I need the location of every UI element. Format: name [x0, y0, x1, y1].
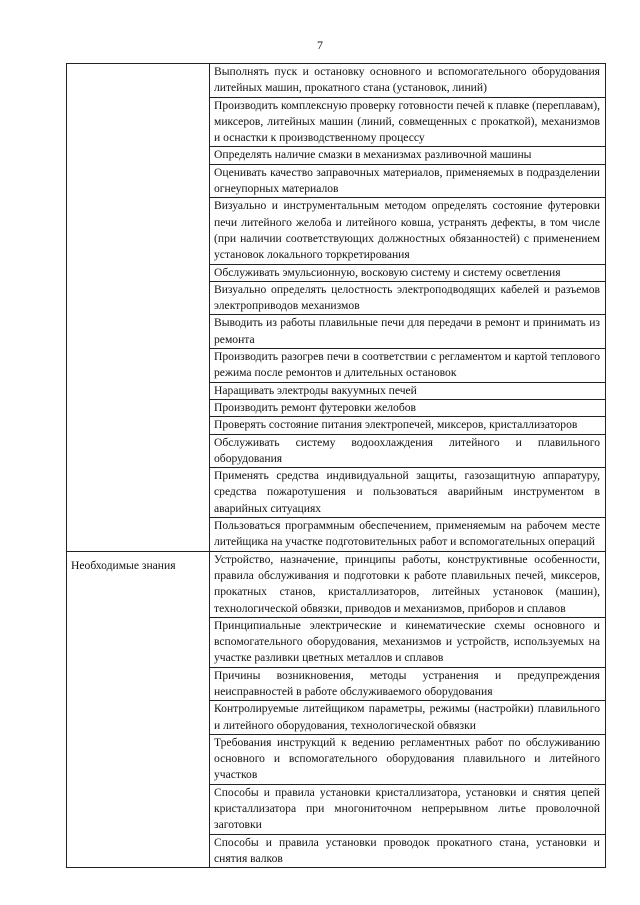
section-label	[67, 64, 210, 552]
requirement-item: Производить ремонт футеровки желобов	[210, 400, 605, 417]
requirement-item: Наращивать электроды вакуумных печей	[210, 383, 605, 400]
page-number: 7	[317, 38, 323, 52]
requirement-item: Визуально определять целостность электроподводящих кабелей и разъемов электроприводов механизмов	[210, 282, 605, 316]
requirement-item: Производить комплексную проверку готовности печей к плавке (переплавам), миксеров, литейных машин (линий, совмещенных с прокаткой), механизмов и оснастки к производственному процессу	[210, 98, 605, 148]
requirement-item: Причины возникновения, методы устранения и предупреждения неисправностей в работе обслуживаемого оборудования	[210, 668, 605, 702]
requirement-item: Применять средства индивидуальной защиты, газозащитную аппаратуру, средства пожаротушения и пользоваться аварийным инструментом в аварийных ситуациях	[210, 468, 605, 518]
requirement-item: Оценивать качество заправочных материалов, применяемых в подразделении огнеупорных материалов	[210, 165, 605, 199]
section-items	[210, 64, 606, 552]
section-items	[210, 551, 606, 868]
requirement-item: Визуально и инструментальным методом определять состояние футеровки печи литейного желоба и литейного ковша, устранять дефекты, в том числе (при наличии соответствующих должностных обязанностей) с применением установок локального торкретирования	[210, 198, 605, 264]
requirement-item: Способы и правила установки проводок прокатного стана, установки и снятия валков	[214, 835, 600, 865]
requirement-item: Выводить из работы плавильные печи для передачи в ремонт и принимать из ремонта	[210, 315, 605, 349]
requirement-item: Контролируемые литейщиком параметры, режимы (настройки) плавильного и литейного оборудования, технологической обвязки	[210, 701, 605, 735]
requirement-item: Устройство, назначение, принципы работы, конструктивные особенности, правила обслуживания и подготовки к работе плавильных печей, миксеров, прокатных станов, кристаллизаторов, литейных установок (машин), технологической обвязки, приводов и механизмов, приборов и сплавов	[210, 552, 605, 618]
requirement-item: Обслуживать систему водоохлаждения литейного и плавильного оборудования	[210, 435, 605, 469]
competency-table	[66, 63, 606, 868]
requirement-item: Производить разогрев печи в соответствии с регламентом и картой теплового режима после ремонтов и длительных остановок	[210, 349, 605, 383]
requirement-item: Требования инструкций к ведению регламентных работ по обслуживанию основного и вспомогательного оборудования плавильного и литейного участков	[210, 735, 605, 785]
section-row	[67, 64, 606, 552]
section-label: Необходимые знания	[67, 551, 210, 868]
requirement-item: Определять наличие смазки в механизмах разливочной машины	[210, 147, 605, 164]
requirement-item: Пользоваться программным обеспечением, применяемым на рабочем месте литейщика на участке подготовительных работ и вспомогательных операций	[214, 519, 600, 549]
section-row	[67, 551, 606, 868]
requirement-item: Принципиальные электрические и кинематические схемы основного и вспомогательного оборудования, механизмов и устройств, используемых на участке разливки цветных металлов и сплавов	[210, 618, 605, 668]
requirement-item: Выполнять пуск и остановку основного и вспомогательного оборудования литейных машин, прокатного стана (установок, линий)	[210, 64, 605, 98]
requirement-item: Обслуживать эмульсионную, восковую систему и систему осветления	[210, 265, 605, 282]
requirement-item: Проверять состояние питания электропечей, миксеров, кристаллизаторов	[210, 417, 605, 434]
requirement-item: Способы и правила установки кристаллизатора, установки и снятия цепей кристаллизатора при многониточном непрерывном литье проволочной заготовки	[210, 785, 605, 835]
